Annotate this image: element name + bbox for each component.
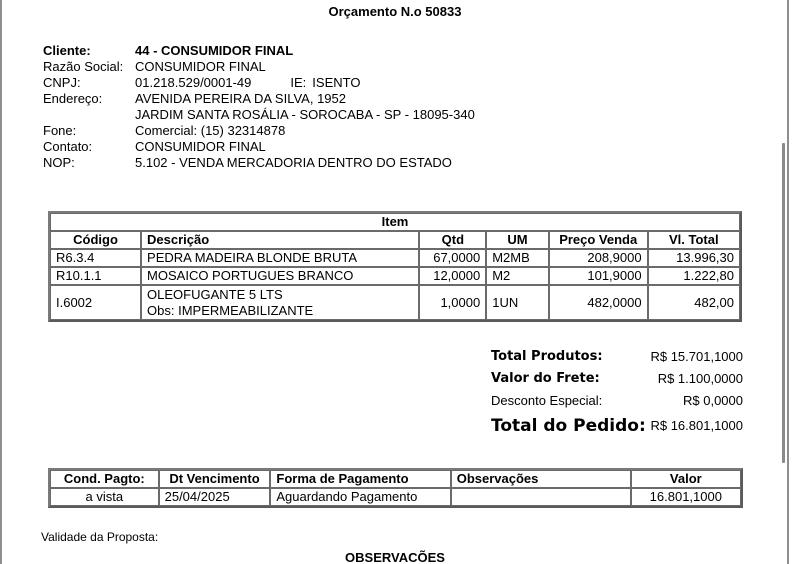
cell-descricao: MOSAICO PORTUGUES BRANCO xyxy=(141,267,419,285)
contato-value: CONSUMIDOR FINAL xyxy=(135,139,266,154)
cell-preco-venda: 208,9000 xyxy=(549,249,648,267)
razao-social-label: Razão Social: xyxy=(43,59,124,74)
cell-descricao-text: OLEOFUGANTE 5 LTS xyxy=(147,286,283,302)
items-caption: Item xyxy=(50,213,740,231)
contato-label: Contato: xyxy=(43,139,93,154)
col-header-preco-venda: Preço Venda xyxy=(549,231,648,249)
cell-valor: 16.801,1000 xyxy=(631,488,741,506)
cell-codigo: R10.1.1 xyxy=(50,267,141,285)
table-row xyxy=(50,249,740,267)
cell-observacoes xyxy=(451,488,631,506)
col-header-dt-vencimento: Dt Vencimento xyxy=(159,470,271,488)
cell-um: M2MB xyxy=(486,249,549,267)
client-row-nop xyxy=(43,155,475,171)
client-info xyxy=(43,43,475,171)
endereco-line1: AVENIDA PEREIRA DA SILVA, 1952 xyxy=(135,91,346,106)
cnpj-label: CNPJ: xyxy=(43,75,81,90)
cell-qtd: 12,0000 xyxy=(419,267,486,285)
items-table xyxy=(48,211,742,322)
col-header-observacoes: Observações xyxy=(451,470,631,488)
client-row-endereco-2 xyxy=(43,107,475,123)
desconto-especial-label: Desconto Especial: xyxy=(491,393,603,408)
cell-preco-venda: 482,0000 xyxy=(549,285,648,320)
cell-preco-venda: 101,9000 xyxy=(549,267,648,285)
desconto-especial-row xyxy=(491,390,743,412)
payment-table xyxy=(48,468,743,508)
total-produtos-row xyxy=(491,346,743,368)
desconto-especial-value: R$ 0,0000 xyxy=(683,393,743,408)
page-frame-margin xyxy=(789,0,793,564)
client-row-razao-social xyxy=(43,59,475,75)
document-title: Orçamento N.o 50833 xyxy=(328,4,462,19)
cell-codigo: I.6002 xyxy=(50,285,141,320)
cell-um: 1UN xyxy=(486,285,549,320)
client-row-contato xyxy=(43,139,475,155)
col-header-valor: Valor xyxy=(631,470,741,488)
col-header-vl-total: Vl. Total xyxy=(648,231,740,249)
items-header-row xyxy=(50,231,740,249)
ie-value: ISENTO xyxy=(312,75,361,90)
nop-label: NOP: xyxy=(43,155,75,170)
endereco-spacer xyxy=(43,107,135,123)
cnpj-value: 01.218.529/0001-49 xyxy=(135,75,252,90)
fone-label: Fone: xyxy=(43,123,77,138)
cell-vl-total: 13.996,30 xyxy=(648,249,740,267)
table-row xyxy=(50,267,740,285)
cell-qtd: 67,0000 xyxy=(419,249,486,267)
fone-value: Comercial: (15) 32314878 xyxy=(135,123,286,138)
cell-vl-total: 482,00 xyxy=(648,285,740,320)
endereco-label: Endereço: xyxy=(43,91,103,106)
total-produtos-value: R$ 15.701,1000 xyxy=(650,349,743,364)
endereco-line2: JARDIM SANTA ROSÁLIA - SOROCABA - SP - 18095-340 xyxy=(135,107,475,122)
valor-frete-value: R$ 1.100,0000 xyxy=(657,371,743,386)
cell-vl-total: 1.222,80 xyxy=(648,267,740,285)
cell-dt-vencimento: 25/04/2025 xyxy=(159,488,271,506)
cell-codigo: R6.3.4 xyxy=(50,249,141,267)
nop-value: 5.102 - VENDA MERCADORIA DENTRO DO ESTADO xyxy=(135,155,452,170)
cell-descricao-obs: Obs: IMPERMEABILIZANTE xyxy=(147,302,314,318)
table-row xyxy=(50,285,740,320)
page-frame-left-border xyxy=(0,0,2,564)
validade-proposta-label: Validade da Proposta: xyxy=(41,530,159,544)
valor-frete-label: Valor do Frete: xyxy=(491,371,600,386)
total-pedido-row xyxy=(491,412,743,440)
cell-descricao: PEDRA MADEIRA BLONDE BRUTA xyxy=(141,249,419,267)
col-header-descricao: Descrição xyxy=(141,231,419,249)
ie-label: IE: xyxy=(290,75,307,90)
vertical-scrollbar-thumb[interactable] xyxy=(782,143,785,463)
col-header-forma-pagamento: Forma de Pagamento xyxy=(270,470,450,488)
total-pedido-label: Total do Pedido: xyxy=(491,416,646,436)
cell-cond-pagto: a vista xyxy=(50,488,159,506)
payment-header-row xyxy=(50,470,741,488)
cliente-value: 44 - CONSUMIDOR FINAL xyxy=(135,43,294,58)
table-row xyxy=(50,488,741,506)
cell-forma-pagamento: Aguardando Pagamento xyxy=(270,488,450,506)
client-row-endereco xyxy=(43,91,475,107)
observacoes-section-title: OBSERVACÕES xyxy=(345,550,445,564)
totals-block xyxy=(491,346,743,440)
col-header-codigo: Código xyxy=(50,231,141,249)
col-header-cond-pagto: Cond. Pagto: xyxy=(50,470,159,488)
cell-qtd: 1,0000 xyxy=(419,285,486,320)
items-caption-row xyxy=(50,213,740,231)
valor-frete-row xyxy=(491,368,743,390)
total-pedido-value: R$ 16.801,1000 xyxy=(650,418,743,433)
col-header-um: UM xyxy=(486,231,549,249)
client-row-cliente xyxy=(43,43,475,59)
cliente-label: Cliente: xyxy=(43,43,91,58)
col-header-qtd: Qtd xyxy=(419,231,486,249)
cell-um: M2 xyxy=(486,267,549,285)
total-produtos-label: Total Produtos: xyxy=(491,349,603,364)
razao-social-value: CONSUMIDOR FINAL xyxy=(135,59,266,74)
client-row-cnpj xyxy=(43,75,475,91)
client-row-fone xyxy=(43,123,475,139)
cell-descricao xyxy=(141,285,419,320)
